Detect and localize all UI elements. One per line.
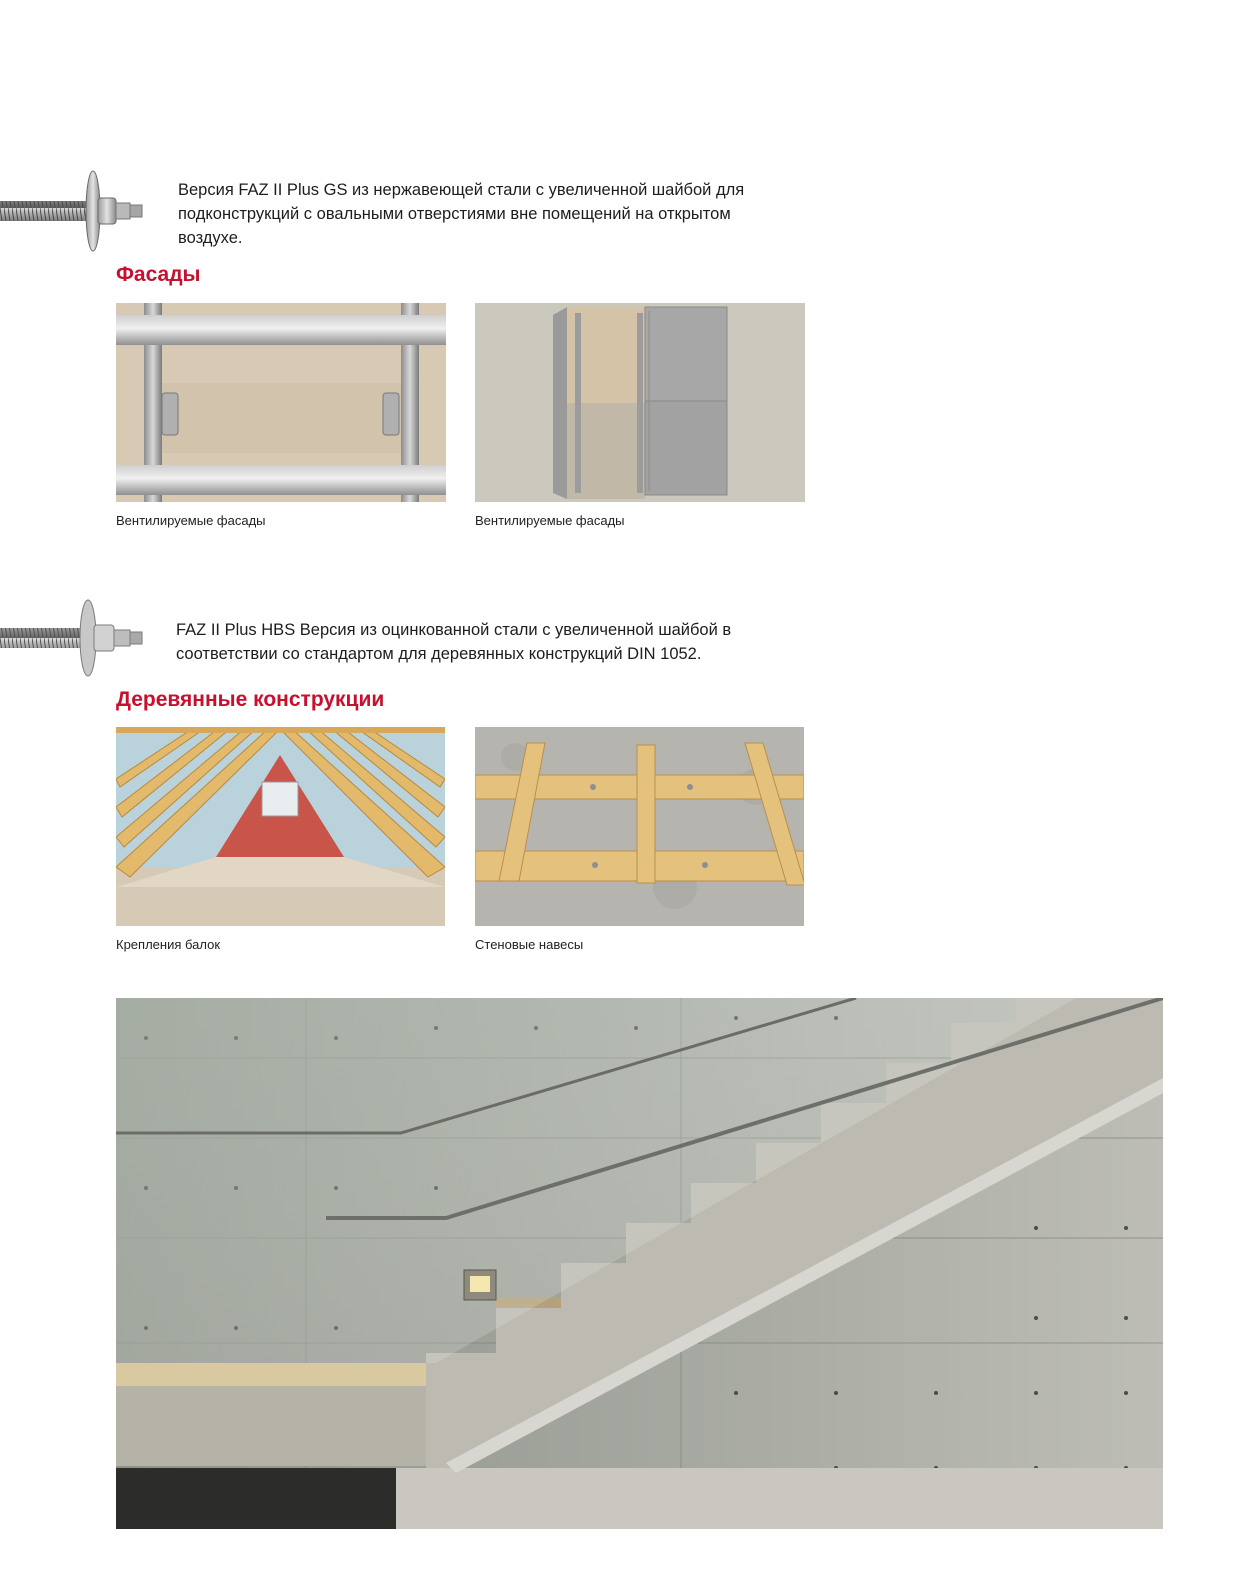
gs-description: Версия FAZ II Plus GS из нержавеющей стали с увеличенной шайбой для подконструкций с овальными отверстиями вне помещений на открытом воздухе.	[178, 181, 745, 247]
wall-battens-photo	[475, 727, 804, 926]
facades-heading: Фасады	[116, 263, 201, 286]
timber-heading: Деревянные конструкции	[116, 688, 385, 711]
facade-caption-1: Вентилируемые фасады	[116, 513, 266, 528]
concrete-staircase-photo	[116, 998, 1163, 1529]
facade-panels-photo	[475, 303, 805, 502]
anchor-bolt-gs-image	[0, 168, 150, 258]
anchor-bolt-hbs-image	[0, 598, 150, 688]
wall-battens-caption: Стеновые навесы	[475, 937, 584, 952]
roof-beams-photo	[116, 727, 445, 926]
hbs-description: FAZ II Plus HBS Версия из оцинкованной стали с увеличенной шайбой в соответствии со стандартом для деревянных конструкций DIN 1052.	[176, 621, 732, 663]
facade-frame-photo	[116, 303, 446, 502]
roof-beams-caption: Крепления балок	[116, 937, 221, 952]
facade-caption-2: Вентилируемые фасады	[475, 513, 625, 528]
